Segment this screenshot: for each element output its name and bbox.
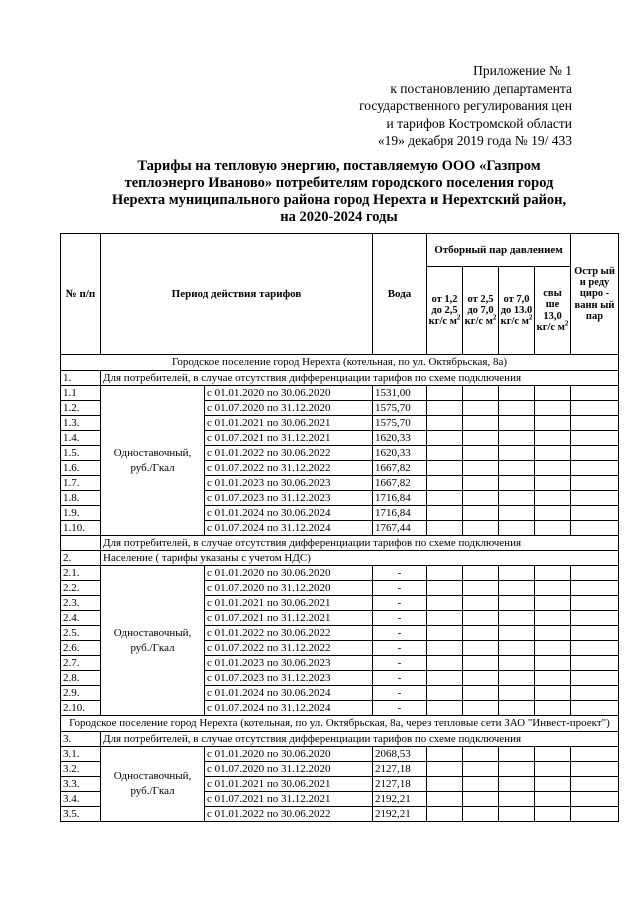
period-cell: с 01.01.2020 по 30.06.2020 [205,386,373,401]
empty-cell [427,777,463,792]
empty-cell [571,792,619,807]
empty-cell [571,762,619,777]
empty-cell [535,461,571,476]
header-steam-3: от 7,0 до 13.0 кг/с $м^2$ [499,267,535,355]
empty-cell [535,596,571,611]
appendix-line: Приложение № 1 [473,63,572,78]
empty-cell [535,491,571,506]
row-number: 1.8. [61,491,101,506]
empty-cell [535,686,571,701]
empty-cell [571,701,619,716]
period-cell: с 01.07.2023 по 31.12.2023 [205,671,373,686]
table-row [61,566,619,581]
empty-cell [427,386,463,401]
water-cell: 2192,21 [373,807,427,822]
appendix-line: к постановлению департамента [390,80,572,96]
empty-cell [427,401,463,416]
table-row [61,747,619,762]
water-cell: - [373,656,427,671]
empty-cell [463,431,499,446]
empty-cell [499,521,535,536]
row-number: 1.4. [61,431,101,446]
empty-cell [427,762,463,777]
empty-cell [427,701,463,716]
period-cell: с 01.07.2023 по 31.12.2023 [205,491,373,506]
empty-cell [463,611,499,626]
empty-cell [499,581,535,596]
empty-cell [427,461,463,476]
empty-cell [463,386,499,401]
empty-cell [463,521,499,536]
period-cell: с 01.01.2021 по 30.06.2021 [205,416,373,431]
row-number: 2.10. [61,701,101,716]
empty-cell [571,521,619,536]
period-cell: с 01.07.2021 по 31.12.2021 [205,792,373,807]
row-number: 1.6. [61,461,101,476]
empty-cell [535,416,571,431]
group-pretitle-row [61,536,619,551]
group-number-empty [61,536,101,551]
row-number: 3.4. [61,792,101,807]
water-cell: 1767,44 [373,521,427,536]
document-title [60,158,618,226]
empty-cell [499,566,535,581]
empty-cell [427,446,463,461]
water-cell: 1667,82 [373,461,427,476]
empty-cell [571,686,619,701]
row-number: 1.1 [61,386,101,401]
section-title: Городское поселение город Нерехта (котельная, по ул. Октябрьская, 8а, через тепловые сети ЗАО "Инвест-проект") [61,716,619,732]
empty-cell [463,581,499,596]
row-number: 1.10. [61,521,101,536]
empty-cell [427,671,463,686]
period-cell: с 01.01.2022 по 30.06.2022 [205,807,373,822]
water-cell: - [373,701,427,716]
empty-cell [499,476,535,491]
header-steam-group: Отборный пар давлением [427,234,571,267]
header-number: № п/п [61,234,101,355]
empty-cell [499,807,535,822]
empty-cell [571,401,619,416]
empty-cell [535,656,571,671]
empty-cell [499,491,535,506]
water-cell: - [373,581,427,596]
empty-cell [427,747,463,762]
water-cell: - [373,566,427,581]
empty-cell [571,777,619,792]
empty-cell [463,641,499,656]
header-period: Период действия тарифов [101,234,373,355]
period-cell: с 01.01.2020 по 30.06.2020 [205,747,373,762]
empty-cell [571,431,619,446]
row-number: 2.5. [61,626,101,641]
empty-cell [571,491,619,506]
empty-cell [427,626,463,641]
header-steam-2: от 2,5 до 7,0 кг/с $м^2$ [463,267,499,355]
empty-cell [499,506,535,521]
header-water: Вода [373,234,427,355]
empty-cell [427,566,463,581]
period-cell: с 01.07.2024 по 31.12.2024 [205,701,373,716]
period-cell: с 01.07.2021 по 31.12.2021 [205,611,373,626]
empty-cell [427,476,463,491]
title-line: на 2020-2024 годы [280,209,398,225]
empty-cell [499,611,535,626]
empty-cell [499,626,535,641]
empty-cell [571,747,619,762]
period-cell: с 01.01.2022 по 30.06.2022 [205,446,373,461]
group-pretitle: Для потребителей, в случае отсутствия дифференциации тарифов по схеме подключения [101,536,619,551]
empty-cell [427,581,463,596]
appendix-line: государственного регулирования цен [359,98,572,113]
empty-cell [499,762,535,777]
empty-cell [571,386,619,401]
empty-cell [427,641,463,656]
empty-cell [463,807,499,822]
appendix-line: «19» декабря 2019 года № 19/ 433 [377,133,572,148]
water-cell: 1667,82 [373,476,427,491]
group-title: Для потребителей, в случае отсутствия дифференциации тарифов по схеме подключения [101,371,619,386]
appendix-line: и тарифов Костромской области [386,115,572,131]
water-cell: 1620,33 [373,446,427,461]
empty-cell [463,626,499,641]
period-cell: с 01.01.2021 по 30.06.2021 [205,777,373,792]
empty-cell [571,446,619,461]
empty-cell [499,431,535,446]
tariff-table [60,233,619,822]
row-number: 1.2. [61,401,101,416]
row-number: 2.8. [61,671,101,686]
water-cell: 1620,33 [373,431,427,446]
empty-cell [535,566,571,581]
row-number: 3.3. [61,777,101,792]
empty-cell [535,386,571,401]
row-number: 1.3. [61,416,101,431]
empty-cell [463,446,499,461]
row-number: 1.5. [61,446,101,461]
empty-cell [463,701,499,716]
empty-cell [571,656,619,671]
period-cell: с 01.01.2023 по 30.06.2023 [205,476,373,491]
row-number: 2.7. [61,656,101,671]
empty-cell [535,521,571,536]
header-steam-1: от 1,2 до 2,5 кг/с $м^2$ [427,267,463,355]
empty-cell [463,792,499,807]
row-number: 1.7. [61,476,101,491]
group-row [61,732,619,747]
empty-cell [535,777,571,792]
empty-cell [535,747,571,762]
section-row [61,716,619,732]
header-sharp-steam: Остр ый и реду циро - ванн ый пар [571,234,619,355]
empty-cell [463,777,499,792]
empty-cell [463,461,499,476]
empty-cell [571,581,619,596]
empty-cell [463,476,499,491]
empty-cell [571,461,619,476]
empty-cell [463,596,499,611]
period-cell: с 01.07.2024 по 31.12.2024 [205,521,373,536]
table-header [61,234,619,355]
empty-cell [571,611,619,626]
group-number: 2. [61,551,101,566]
empty-cell [499,446,535,461]
empty-cell [535,446,571,461]
empty-cell [463,686,499,701]
empty-cell [499,416,535,431]
empty-cell [427,491,463,506]
empty-cell [535,401,571,416]
empty-cell [499,671,535,686]
empty-cell [463,401,499,416]
empty-cell [499,596,535,611]
water-cell: 1716,84 [373,491,427,506]
row-number: 2.4. [61,611,101,626]
empty-cell [427,506,463,521]
period-cell: с 01.07.2020 по 31.12.2020 [205,581,373,596]
group-number: 3. [61,732,101,747]
empty-cell [571,416,619,431]
tariff-type: Одноставочный, руб./Гкал [101,566,205,716]
group-number: 1. [61,371,101,386]
period-cell: с 01.01.2020 по 30.06.2020 [205,566,373,581]
row-number: 2.1. [61,566,101,581]
water-cell: 1575,70 [373,401,427,416]
empty-cell [499,386,535,401]
water-cell: - [373,626,427,641]
empty-cell [535,506,571,521]
water-cell: 2068,53 [373,747,427,762]
row-number: 3.2. [61,762,101,777]
row-number: 2.6. [61,641,101,656]
empty-cell [571,506,619,521]
empty-cell [571,807,619,822]
empty-cell [499,641,535,656]
water-cell: 2127,18 [373,762,427,777]
period-cell: с 01.01.2024 по 30.06.2024 [205,686,373,701]
empty-cell [499,656,535,671]
empty-cell [463,416,499,431]
empty-cell [571,641,619,656]
empty-cell [535,671,571,686]
water-cell: - [373,671,427,686]
period-cell: с 01.07.2020 по 31.12.2020 [205,401,373,416]
empty-cell [499,777,535,792]
empty-cell [535,701,571,716]
row-number: 3.1. [61,747,101,762]
empty-cell [427,431,463,446]
water-cell: - [373,611,427,626]
header-steam-4: свы ше 13,0 кг/с $м^2$ [535,267,571,355]
empty-cell [535,807,571,822]
water-cell: 1575,70 [373,416,427,431]
empty-cell [463,566,499,581]
row-number: 2.3. [61,596,101,611]
water-cell: 1531,00 [373,386,427,401]
title-line: теплоэнерго Иваново» потребителям городского поселения город [124,175,554,191]
title-line: Тарифы на тепловую энергию, поставляемую ООО «Газпром [137,158,541,174]
empty-cell [427,521,463,536]
empty-cell [571,596,619,611]
empty-cell [427,611,463,626]
water-cell: - [373,596,427,611]
period-cell: с 01.07.2021 по 31.12.2021 [205,431,373,446]
group-title: Для потребителей, в случае отсутствия дифференциации тарифов по схеме подключения [101,732,619,747]
water-cell: 2127,18 [373,777,427,792]
empty-cell [499,701,535,716]
empty-cell [427,656,463,671]
row-number: 2.2. [61,581,101,596]
empty-cell [571,476,619,491]
period-cell: с 01.07.2022 по 31.12.2022 [205,641,373,656]
empty-cell [535,581,571,596]
group-title: Население ( тарифы указаны с учетом НДС) [101,551,619,566]
empty-cell [499,747,535,762]
empty-cell [499,792,535,807]
empty-cell [499,401,535,416]
empty-cell [535,792,571,807]
title-line: Нерехта муниципального района город Нерехта и Нерехтский район, [111,192,567,208]
water-cell: 1716,84 [373,506,427,521]
empty-cell [535,762,571,777]
group-row [61,371,619,386]
group-row [61,551,619,566]
empty-cell [571,566,619,581]
empty-cell [463,491,499,506]
empty-cell [427,416,463,431]
period-cell: с 01.01.2022 по 30.06.2022 [205,626,373,641]
empty-cell [535,626,571,641]
period-cell: с 01.07.2020 по 31.12.2020 [205,762,373,777]
empty-cell [463,506,499,521]
section-title: Городское поселение город Нерехта (котельная, по ул. Октябрьская, 8а) [61,355,619,371]
period-cell: с 01.07.2022 по 31.12.2022 [205,461,373,476]
empty-cell [427,792,463,807]
empty-cell [571,626,619,641]
empty-cell [535,431,571,446]
row-number: 3.5. [61,807,101,822]
row-number: 2.9. [61,686,101,701]
period-cell: с 01.01.2021 по 30.06.2021 [205,596,373,611]
tariff-type: Одноставочный, руб./Гкал [101,386,205,536]
water-cell: 2192,21 [373,792,427,807]
water-cell: - [373,686,427,701]
empty-cell [427,596,463,611]
empty-cell [427,807,463,822]
empty-cell [427,686,463,701]
empty-cell [463,671,499,686]
empty-cell [499,461,535,476]
empty-cell [463,656,499,671]
empty-cell [463,762,499,777]
tariff-type: Одноставочный, руб./Гкал [101,747,205,822]
table-row [61,386,619,401]
appendix-block [359,62,572,150]
table-body [61,355,619,822]
empty-cell [535,476,571,491]
empty-cell [499,686,535,701]
water-cell: - [373,641,427,656]
row-number: 1.9. [61,506,101,521]
period-cell: с 01.01.2024 по 30.06.2024 [205,506,373,521]
section-row [61,355,619,371]
empty-cell [535,611,571,626]
empty-cell [571,671,619,686]
empty-cell [535,641,571,656]
empty-cell [463,747,499,762]
period-cell: с 01.01.2023 по 30.06.2023 [205,656,373,671]
